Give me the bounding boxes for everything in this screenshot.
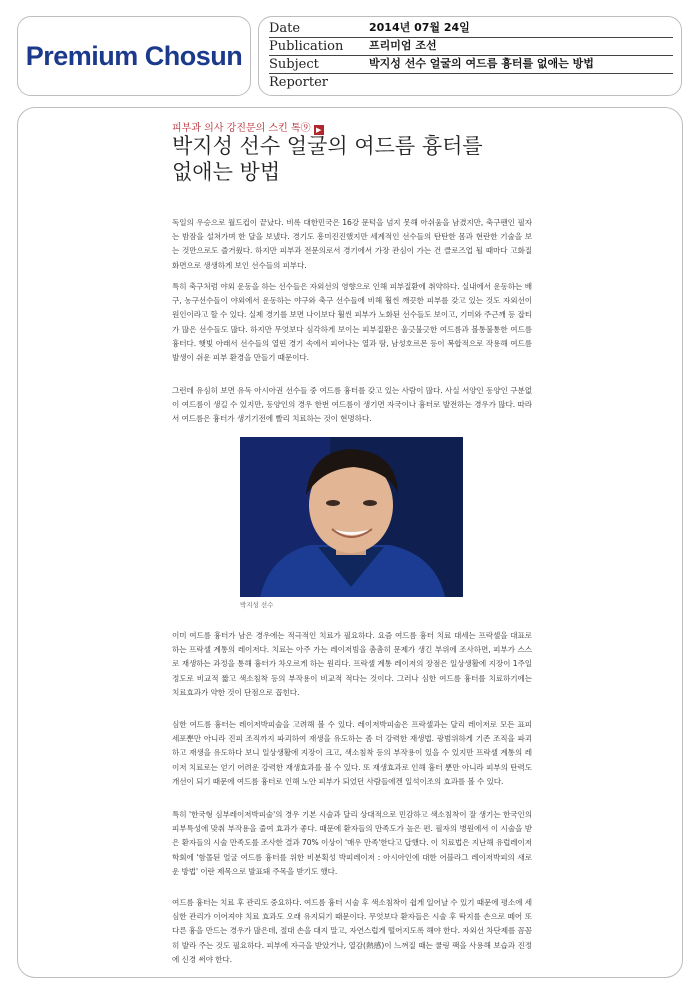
meta-row-publication [269,37,673,56]
portrait-illustration [240,437,463,597]
meta-row-reporter [269,73,673,91]
premium-chosun-logo: Premium Chosun [25,40,243,71]
paragraph: 심한 여드름 흉터는 레이저박피술을 고려해 볼 수 있다. 레이저박피술은 프락셀과는 달리 레이저로 모든 표피 세포뿐만 아니라 진피 조직까지 파괴하여 재생을 유도하는 좀 더 강력한 재생법. 광범위하게 기존 조직을 파괴하고 재생을 유도하다 보니 일상생활에 지장이 크고, 색소침착 등의 부작용이 있을 수 있지만 프락셀 계통의 레이저 치료로는 얻기 어려운 강력한 재생효과를 볼 수 있다. 또 재생효과로 인해 흉터 뿐만 아니라 피부의 탄력도 개선이 되기 때문에 여드름 흉터로 인해 노안 피부가 되었던 사람들에겐 일석이조의 효과를 볼 수 있다. [172,720,532,786]
meta-value: 2014년 07월 24일 [369,21,470,34]
meta-row-date [269,19,673,38]
meta-row-subject [269,55,673,74]
logo-panel [17,16,251,96]
meta-value: 프리미엄 조선 [369,39,437,52]
paragraph: 그런데 유심히 보면 유독 아시아권 선수들 중 여드름 흉터를 갖고 있는 사람이 많다. 사실 서양인 동양인 구분없이 여드름이 생길 수 있지만, 동양인의 경우 한번 여드름이 생기면 자국이나 흉터로 발전하는 경우가 많다. 따라서 여드름은 흉터가 생기기전에 빨리 치료하는 것이 현명하다. [172,386,532,424]
kicker-text: 피부과 의사 강진문의 스킨 톡⑨ [172,123,311,134]
meta-label: Reporter [269,75,328,90]
player-photo [240,437,463,597]
title-line-1: 박지성 선수 얼굴의 여드름 흉터를 [172,134,483,158]
paragraph: 여드름 흉터는 치료 후 관리도 중요하다. 여드름 흉터 시술 후 색소침착이 쉽게 일어날 수 있기 때문에 평소에 세심한 관리가 이어져야 치료 효과도 오래 유지되기 때문이다. 무엇보다 환자들은 시술 후 딱지를 손으로 떼어 또 다른 흉을 만드는 경우가 많은데, 절대 손을 대지 말고, 자연스럽게 떨어지도록 해야 한다. 자외선 차단제를 꼼꼼히 발라 주는 것도 필요하다. 피부에 자극을 받았거나, 열감(熱感)이 느껴질 때는 쿨링 팩을 사용해 보습과 진정에 신경 써야 한다. [172,898,533,964]
paragraph: 특히 '한국형 심부레이저박피술'의 경우 기본 시술과 달리 상대적으로 민감하고 색소침착이 잘 생기는 한국인의 피부특성에 맞춰 부작용을 줄여 효과가 좋다. 때문에 환자들의 만족도가 높은 편. 필자의 병원에서 이 시술을 받은 환자들의 시술 만족도를 조사한 결과 70% 이상이 '매우 만족'한다고 답했다. 이 치료법은 지난해 유럽레이저학회에 '함몰된 얼굴 여드름 흉터를 위한 비분획성 박피레이저 : 아시아인에 대한 어블라그 레이저박피의 새로운 방법' 이란 제목으로 발표돼 주목을 받기도 했다. [172,810,532,876]
paragraph: 독일의 우승으로 월드컵이 끝났다. 비록 대한민국은 16강 문턱을 넘지 못해 아쉬움을 남겼지만, 축구팬인 필자는 밤잠을 설쳐가며 한 달을 보냈다. 경기도 흥미진진했지만 세계적인 선수들의 탄탄한 몸과 현란한 기술을 보는 것만으로도 즐거웠다. 하지만 피부과 전문의로서 경기에서 가장 관심이 가는 건 클로즈업 될 때마다 고화질 화면으로 생생하게 보인 선수들의 피부다. [172,218,532,270]
article-title [172,133,532,185]
arrow-icon: ▶ [314,125,324,135]
photo-caption: 박지성 선수 [240,601,274,609]
title-line-2: 없애는 방법 [172,160,281,184]
meta-value: 박지성 선수 얼굴의 여드름 흉터를 없애는 방법 [369,57,594,70]
paragraph: 특히 축구처럼 야외 운동을 하는 선수들은 자외선의 영향으로 인해 피부질환에 취약하다. 실내에서 운동하는 배구, 농구선수들이 야외에서 운동하는 야구와 축구 선수들에 비해 훨씬 깨끗한 피부를 갖고 있는 것도 자외선이 원인이라고 할 수 있다. 실제 경기를 보면 나이보다 훨씬 피부가 노화된 선수들도 보이고, 기미와 주근깨 등 잡티가 많은 선수들도 많다. 하지만 무엇보다 심각하게 보이는 피부질환은 울긋불긋한 여드름과 볼통불통한 여드름 흉터다. 햇빛 아래서 선수들의 열띤 경기 속에서 피어나는 열과 땀, 남성호르몬 등이 복합적으로 작용해 여드름 발생이 쉬운 피부 환경을 만들기 때문이다. [172,282,533,363]
meta-panel [258,16,682,96]
meta-label: Date [269,21,301,36]
meta-label: Subject [269,57,319,72]
paragraph: 이미 여드름 흉터가 남은 경우에는 적극적인 치료가 필요하다. 요즘 여드름 흉터 치료 대세는 프락셀을 대표로 하는 프락셀 계통의 레이저다. 치료는 아주 가는 레이저빔을 촘촘히 문제가 생긴 부위에 조사하면, 피부가 스스로 재생하는 과정을 통해 흉터가 차오르게 하는 원리다. 프락셀 계통 레이저의 장점은 일상생활에 지장이 1주일 정도로 비교적 짧고 색소침착 등의 부작용이 비교적 적다는 것이다. 그러나 심한 여드름 흉터를 치료하기에는 치료효과가 약한 것이 단점으로 꼽힌다. [172,631,532,697]
meta-label: Publication [269,39,344,54]
